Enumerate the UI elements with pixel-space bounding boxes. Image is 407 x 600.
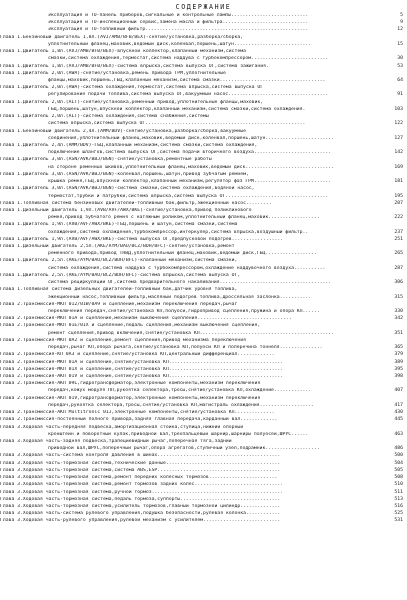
toc-page-number: 53 <box>397 63 403 69</box>
toc-entry <box>0 244 403 251</box>
toc-entry <box>48 42 367 49</box>
toc-entry <box>0 396 403 403</box>
toc-entry <box>0 172 403 179</box>
toc-entry-text: Глава 1.Двигатель 2,0л.(ALT)-снятие/установка,ременный привод,уплотнительные фланцы,маховик, <box>0 99 264 105</box>
toc-entry <box>0 490 403 497</box>
toc-entry <box>48 251 367 258</box>
toc-entry-text: Глава 3.Ходовая часть-тормозная система,технические данные........................................ <box>0 460 281 466</box>
toc-page-number: 511 <box>394 489 403 495</box>
toc-entry <box>0 425 403 432</box>
toc-page-number: 365 <box>394 345 403 351</box>
toc-entry <box>48 388 367 395</box>
toc-page-number: 12 <box>397 27 403 33</box>
toc-entry <box>48 56 367 63</box>
toc-entry <box>0 461 403 468</box>
toc-entry <box>0 497 403 504</box>
toc-entry-text: Глава 1.Двигатель 2,0л.(ALT)-система охлаждения,система снабжения,системы <box>0 114 209 120</box>
toc-entry <box>0 71 403 78</box>
toc-entry-text: Глава 3.Ходовая часть-система рулевого управления,подушка безопасности,рулевая колонка............ <box>0 511 281 517</box>
toc-page-number: 207 <box>394 200 403 206</box>
toc-entry <box>0 381 403 388</box>
toc-entry-text: Глава 3.Ходовая часть-задняя подвеска,трапециевидный рычаг,поперечная тяга,задний <box>0 438 232 444</box>
toc-entry-text: переключения передач,снятие/установка КП,полуоси,гидропривод сцепления,пружина и опора КП...... <box>48 309 320 315</box>
toc-entry-text: Глава 1.Двигатель 1,8л.(AVJ/AMB/BFB/BEX)-система впрыска,система выпуска ОГ,система зажигания. <box>0 63 269 69</box>
toc-entry <box>48 136 367 143</box>
toc-page-number: 9 <box>400 20 403 26</box>
toc-entry-text: соединения,уплотнительный фланец,маховик,ведомый диск,коленвал,поршень,шатун........................ <box>48 135 334 141</box>
toc-page-number: 395 <box>394 366 403 372</box>
toc-entry-text: Глава 1.Топливная система бензиновых двигателей-топливный бак,фильтр,эжекционный насос......... <box>0 200 272 206</box>
toc-page-number: 287 <box>394 265 403 271</box>
toc-entry <box>48 179 367 186</box>
toc-entry <box>0 100 403 107</box>
toc-entry-text: Глава 1.Бензиновый двигатель 2,4л.(AMM/BDV)-снятие/установка,разборка/сборка,вакуумные <box>0 128 246 134</box>
toc-page-number: 306 <box>394 280 403 286</box>
toc-entry-text: Глава 2.Трансмиссия-КП 0A3 и сцепление,снятие/установка КП,центральный дифференциал............. <box>0 352 275 358</box>
toc-page-number: 5 <box>400 13 403 18</box>
toc-entry <box>48 309 367 316</box>
toc-page-number: 181 <box>394 179 403 185</box>
toc-entry-text: Глава 3.Ходовая часть-рулевого управления,рулевой механизм с усилителем........................... <box>0 518 281 524</box>
toc-entry <box>0 374 403 381</box>
toc-entry <box>0 323 403 330</box>
toc-entry-text: Глава 2.Трансмиссия-МКП 01A и сцепление,механизм выключения сцепления................................. <box>0 316 292 322</box>
toc-entry-text: Глава 1.Двигатель 3,0л.(ASN/AVK/BBJ/BGN)-коленвал,поршень,шатун,привод зубчатым ремнем, <box>0 171 249 177</box>
toc-entry <box>0 143 403 150</box>
toc-entry-text: приводной вал,ШРУС,поперечный рычаг,опора агрегатов,ступичный узел,подрамник................... <box>48 446 320 452</box>
toc-entry <box>0 511 403 518</box>
toc-entry <box>0 338 403 345</box>
toc-entry <box>0 273 403 280</box>
toc-entry-text: подключение шлангов,система выпуска ОГ,система подачи вторичного воздуха........................... <box>48 150 332 156</box>
toc-page-number: 330 <box>394 309 403 315</box>
toc-page-number: 342 <box>394 316 403 322</box>
toc-entry <box>48 331 367 338</box>
toc-page-number: 463 <box>394 431 403 437</box>
toc-entry-text: Эксплуатация и ТО-инспекционный сервис,замена масла и фильтра.............................. <box>48 20 309 26</box>
toc-entry <box>0 360 403 367</box>
toc-entry <box>0 186 403 193</box>
toc-entry <box>0 114 403 121</box>
toc-entry-text: Глава 1.Бензиновый двигатель 1,8л.(AVJ/AMB/BFB/BEX)-снятие/установка,разборка/сборка, <box>0 34 244 40</box>
toc-page-number: 15 <box>397 41 403 47</box>
toc-entry-text: передач,рычаг КП,опора рычага,снятие/установка КП,полуоси КП и поперечина тоннеля............... <box>48 345 323 351</box>
toc-entry-text: крышка ремня,ГБЦ,впускной коллектор,клапанный механизм,регулятор фаз ГРМ........................... <box>48 179 332 185</box>
toc-page-number: 122 <box>394 121 403 127</box>
toc-page-number: 265 <box>394 251 403 257</box>
toc-entry <box>48 92 367 99</box>
toc-page-number: 513 <box>394 496 403 502</box>
toc-entry <box>48 194 367 201</box>
toc-entry <box>0 201 403 208</box>
toc-entry-text: Глава 2.Трансмиссия-МКП 012/01W/0A9 и сцепление,механизм переключения передач,рычаг <box>0 301 238 307</box>
toc-entry <box>0 367 403 374</box>
toc-entry-text: Глава 3.Ходовая часть-тормозная система,усилитель тормозов,главный тормозной цилиндр.............. <box>0 503 281 509</box>
toc-entry-text: Глава 1.Двигатель 1,9л.(AVB/AVF/AWX/BKE)-ГБЦ,поршень и шатун,система смазки,система <box>0 222 238 228</box>
toc-entry <box>48 345 367 352</box>
toc-entry <box>48 27 367 34</box>
toc-entry-text: Глава 2.Трансмиссия-постоянный полного привода,задняя главная передача,карданный вал............. <box>0 417 278 423</box>
toc-entry <box>0 410 403 417</box>
toc-entry-text: на стороне ременных шкивов,уплотнительный фланец,маховик,ведомый диск............................... <box>48 164 334 170</box>
toc-entry-text: Глава 2.Трансмиссия-МКП 0A2 и сцепление,ремонт сцепления,привод механизма переключения <box>0 337 246 343</box>
toc-page-number: 505 <box>394 467 403 473</box>
toc-page-number: 237 <box>394 229 403 235</box>
toc-entry-text: Глава 2.Трансмиссия-МКП 01E/01X и сцепление,педаль сцепления,механизм выключения сцепления, <box>0 323 261 329</box>
toc-entry <box>48 165 367 172</box>
toc-entry-text: Глава 3.Ходовая часть-тормозная система,ручной тормоз.............................................. <box>0 489 284 495</box>
toc-entry-text: термостат,трубки и патрубки,система впрыска,система выпуска ОГ.................................... <box>48 193 329 199</box>
toc-entry-text: Эксплуатация и ТО-топливный фильтр......................................................... <box>48 27 309 33</box>
toc-entry-text: кронштейн и поворотный кулак,приводной вал,трехпальцевый шарнир,шарниры полуосей,ШРУС...... <box>48 431 309 437</box>
toc-entry <box>0 49 403 56</box>
toc-entry-text: Глава 1.Двигатель 1,9л.(AVB/AVF/AWX/BKE)-система выпуска ОГ,предпусковой подогрев.................. <box>0 236 284 242</box>
toc-entry-text: Глава 1.Двигатель 1,8л.(AVJ/AMB/BFB/BEX)-впускной коллектор,клапанный механизм,система <box>0 49 246 55</box>
toc-entry-text: смазки,система охлаждения,термостат,система наддува с турбокомпрессором........................... <box>48 56 329 62</box>
toc-entry-text: Глава 2.Трансмиссия-МКП 01A и сцепление,снятие/установка КП........................................ <box>0 359 284 365</box>
toc-entry <box>48 78 367 85</box>
toc-page-number: 379 <box>394 352 403 358</box>
toc-entry-text: Глава 1.Дизельный двигатель 2,5л.(AKE/AYM/BAU/BCZ/BDH/BFC)-снятие/установка,ремонт <box>0 244 235 250</box>
toc-entry-text: Глава 1.Двигатель 3,0л.(ASN/AVK/BBJ/BGN)-система смазки,система охлаждения,водяной насос, <box>0 186 255 192</box>
toc-entry <box>0 64 403 71</box>
toc-entry-text: Глава 1.Двигатель 2,5л.(AKE/AYM/BAU/BCZ/BDH/BFC)-система впрыска,система выпуска ОГ, <box>0 272 241 278</box>
toc-page-number: 417 <box>394 402 403 408</box>
toc-entry-text: Глава 2.Трансмиссия-АКП 09L,гидротрансформатор,электронные компоненты,механизм переключения <box>0 381 261 387</box>
toc-entry-text: Глава 1.Двигатель 2,0л.(AWA)-система охлаждения,термостат,система впрыска,система выпуска ОГ <box>0 85 264 91</box>
toc-entry-text: Глава 3.Ходовая часть-тормозная система,система ABS,ESP........................................... <box>0 467 281 473</box>
toc-page-number: 398 <box>394 374 403 379</box>
toc-page-number: 430 <box>394 410 403 416</box>
toc-entry <box>48 266 367 273</box>
toc-entry <box>48 20 367 27</box>
toc-entry <box>0 352 403 359</box>
toc-entry-text: передач,кожух модуля ПП,рукоятка селектора,тросы,снятие/установка КП,охлаждение............. <box>48 388 312 394</box>
toc-page-number: 103 <box>394 106 403 112</box>
toc-entry <box>0 157 403 164</box>
toc-entry-text: Глава 1.Двигатель 2,4л.(AMM/BDV)-ГБЦ,клапанный механизм,система смазки,система охлаждения, <box>0 142 258 148</box>
toc-entry-text: охлаждения,система охлаждения,турбокомпрессор,интеркулер,система впрыска,воздушный фильтр.. <box>48 229 309 235</box>
toc-page-number: 504 <box>394 460 403 466</box>
toc-entry-text: Эксплуатация и ТО-панель приборов,сигнальные и контрольные лампы........................... <box>48 13 309 18</box>
toc-entry-text: передач,рукоятка селектора,тросы,снятие/установка КП,магистраль охлаждения................... <box>48 402 314 408</box>
toc-page-number: 351 <box>394 330 403 336</box>
toc-entry-text: фланцы,маховик,поршень,ГБЦ,клапанный механизм,система смазки..................................... <box>48 77 326 83</box>
toc-page-number: 222 <box>394 215 403 221</box>
toc-entry <box>0 453 403 460</box>
toc-page-number: 508 <box>394 475 403 481</box>
toc-page-number: 500 <box>394 453 403 459</box>
toc-page-number: 516 <box>394 503 403 509</box>
toc-entry-text: Глава 1.Двигатель 3,0л.(ASN/AVK/BBJ/BGN)-снятие/установка,ремонтные работы <box>0 157 212 163</box>
toc-entry <box>0 287 403 294</box>
toc-entry-text: уплотнительный фланец,маховик,ведомый диск,коленвал,поршень,шатун........................... <box>48 41 312 47</box>
toc-entry-text: эжекционный насос,топливный фильтр,масляный подогрев топлива,дроссельная заслонка........... <box>48 294 312 300</box>
toc-entry <box>0 237 403 244</box>
toc-entry-text: Глава 1.Дизельный двигатель 1,9л.(AVB/AVF/AWX/BKE)-снятие/установка,привод поликлинового <box>0 207 252 213</box>
toc-page-number: 525 <box>394 511 403 517</box>
toc-entry <box>0 258 403 265</box>
toc-entry-text: Глава 2.Трансмиссия-МКП 01X и сцепление,снятие/установка КП........................................ <box>0 366 284 372</box>
toc-entry <box>48 432 367 439</box>
toc-entry <box>48 230 367 237</box>
toc-entry <box>0 518 403 525</box>
toc-entry-text: Глава 1.Двигатель 2,5л.(AKE/AYM/BAU/BCZ/BDH/BFC)-клапанный механизм,система смазки, <box>0 258 238 264</box>
toc-entry <box>48 295 367 302</box>
toc-page-number: 169 <box>394 164 403 170</box>
toc-page-number: 531 <box>394 518 403 524</box>
toc-entry-text: Глава 1.Топливная система дизельных двигателей-топливный бак,датчик уровня топлива, <box>0 287 238 293</box>
toc-page-number: 195 <box>394 193 403 199</box>
toc-entry-text: Глава 3.Ходовая часть-передняя подвеска,амортизационная стойка,ступица,нижний опорный <box>0 424 244 430</box>
toc-entry <box>0 208 403 215</box>
toc-entry-text: система рециркуляции ОГ,система предварительного накаливания....................................... <box>48 280 332 286</box>
toc-entry <box>0 475 403 482</box>
toc-page-number: 510 <box>394 482 403 488</box>
toc-entry-text: Глава 3.Ходовая часть-тормозная система,ремонт передних колесных тормозов........................ <box>0 475 278 481</box>
toc-entry-text: Глава 3.Ходовая часть-тормозная система,ремонт тормозов задних колес............................... <box>0 482 284 488</box>
toc-entry-text: ремонт сцепления,привод включения,снятие/установка КП............................................... <box>48 330 334 336</box>
toc-entry-text: система охлаждения,система наддува с турбокомпрессором,охлаждение наддувочного воздуха........... <box>48 265 326 271</box>
toc-page-number: 64 <box>397 77 403 83</box>
toc-entry-text: Глава 2.Трансмиссия-АКП 01V и сцепление,снятие/установка КП........................................ <box>0 374 284 379</box>
toc-entry <box>48 107 367 114</box>
toc-page-number: 30 <box>397 56 403 62</box>
toc-entry-text: ремня,привод зубчатого ремня с натяжным роликом,уплотнительный фланец,маховик.................. <box>48 215 320 221</box>
toc-entry <box>0 35 403 42</box>
toc-entry <box>0 302 403 309</box>
page-title: СОДЕРЖАНИЕ <box>175 3 232 11</box>
toc-entry <box>48 215 367 222</box>
toc-entry-text: Глава 1.Двигатель 2,0л.(AWA)-снятие/установка,ремень привода ГРМ,уплотнительные <box>0 70 226 76</box>
toc-entry <box>0 482 403 489</box>
toc-entry <box>48 446 367 453</box>
toc-entry-text: система впрыска,система выпуска ОГ........................................................ <box>48 121 306 127</box>
toc-entry-text: Глава 2.Трансмиссия-АКП Multitronic 01J,электронные компоненты,снятие/установка КП.............. <box>0 410 275 416</box>
toc-page-number: 407 <box>394 388 403 394</box>
toc-entry <box>0 417 403 424</box>
toc-entry <box>48 13 367 20</box>
toc-entry-text: Глава 2.Трансмиссия-АКП 01V,гидротрансформатор,электронные компоненты,механизм переключения <box>0 395 261 401</box>
toc-entry <box>0 439 403 446</box>
toc-entry-text: Глава 3.Ходовая часть-тормозная система,педаль тормоза,суппорты................................... <box>0 496 281 502</box>
toc-page-number: 445 <box>394 417 403 423</box>
toc-page-number: 91 <box>397 92 403 98</box>
toc-entry-text: ГБЦ,поршень,шатун,впускной коллектор,клапанный механизм,система смазки,система охлаждения. <box>48 106 306 112</box>
toc-entry-text: Глава 3.Ходовая часть-система контроля давления в шинах........................................... <box>0 453 281 459</box>
toc-entry <box>0 468 403 475</box>
toc-entry <box>0 85 403 92</box>
toc-page-number: 315 <box>394 294 403 300</box>
toc-entry <box>0 504 403 511</box>
toc-entry <box>48 403 367 410</box>
toc-page-number: 486 <box>394 446 403 452</box>
toc-entry <box>0 222 403 229</box>
toc-page-number: 127 <box>394 135 403 141</box>
toc-entry <box>0 129 403 136</box>
toc-page-number: 389 <box>394 359 403 365</box>
toc-entry <box>48 121 367 128</box>
toc-entry <box>48 280 367 287</box>
toc-entry <box>48 150 367 157</box>
toc-page-number: 142 <box>394 150 403 156</box>
toc-entry <box>0 316 403 323</box>
toc-entry-text: ременного привода,привод ТНВД,уплотнительный фланец,маховик,ведомый диск,ГБЦ.................. <box>48 251 317 257</box>
toc-entry-text: регулирование подачи топлива,система выпуска ОГ,вакуумный насос................................... <box>48 92 329 98</box>
toc-page-number: 251 <box>394 236 403 242</box>
